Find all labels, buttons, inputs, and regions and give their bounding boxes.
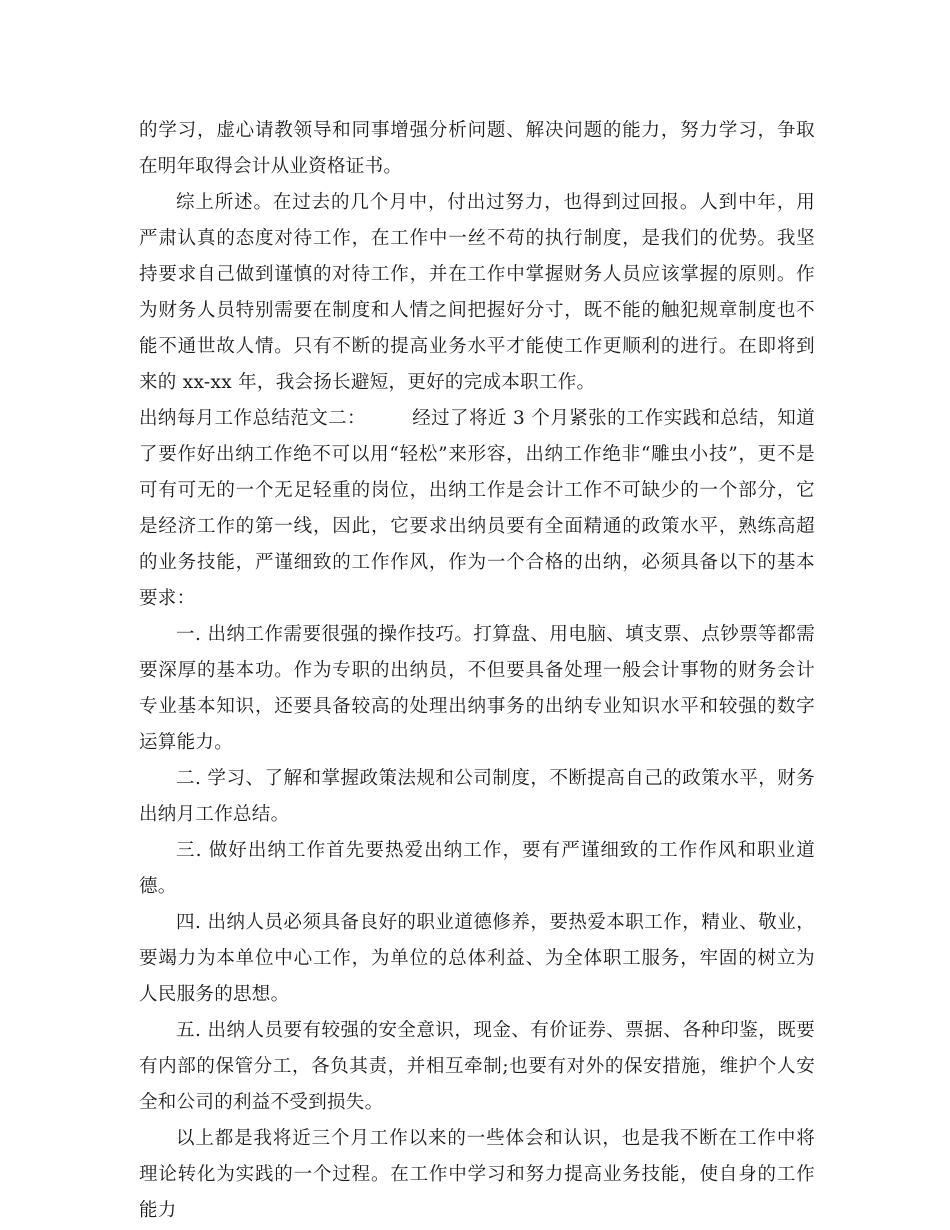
closing-paragraph: 以上都是我将近三个月工作以来的一些体会和认识，也是我不断在工作中将理论转化为实践的一个过程。在工作中学习和努力提高业务技能，使自身的工作能力: [139, 1128, 815, 1221]
point-two: 二. 学习、了解和掌握政策法规和公司制度，不断提高自己的政策水平，财务出纳月工作总结。: [139, 768, 815, 825]
point-five: 五. 出纳人员要有较强的安全意识，现金、有价证券、票据、各种印鉴，既要有内部的保管分工，各负其责，并相互牵制;也要有对外的保安措施，维护个人安全和公司的利益不受到损失。: [139, 1020, 815, 1113]
paragraph-summary: 综上所述。在过去的几个月中，付出过努力，也得到过回报。人到中年，用严肃认真的态度对待工作，在工作中一丝不苟的执行制度，是我们的优势。我坚持要求自己做到谨慎的对待工作，并在工作中掌握财务人员应该掌握的原则。作为财务人员特别需要在制度和人情之间把握好分寸，既不能的触犯规章制度也不能不通世故人情。只有不断的提高业务水平才能使工作更顺利的进行。在即将到来的 xx-xx 年，我会扬长避短，更好的完成本职工作。: [139, 192, 815, 393]
paragraph-continued-study: 的学习，虚心请教领导和同事增强分析问题、解决问题的能力，努力学习，争取在明年取得会计从业资格证书。: [139, 120, 815, 177]
point-one: 一. 出纳工作需要很强的操作技巧。打算盘、用电脑、填支票、点钞票等都需要深厚的基本功。作为专职的出纳员，不但要具备处理一般会计事物的财务会计专业基本知识，还要具备较高的处理出纳事务的出纳专业知识水平和较强的数字运算能力。: [139, 624, 815, 753]
section-two-intro: 经过了将近 3 个月紧张的工作实践和总结，知道了要作好出纳工作绝不可以用“轻松”来形容，出纳工作绝非“雕虫小技”，更不是可有可无的一个无足轻重的岗位，出纳工作是会计工作不可缺少的一个部分，它是经济工作的第一线，因此，它要求出纳员要有全面精通的政策水平，熟练高超的业务技能，严谨细致的工作作风，作为一个合格的出纳，必须具备以下的基本要求：: [139, 408, 815, 609]
section-two-heading: 出纳每月工作总结范文二：: [139, 408, 366, 429]
point-three: 三. 做好出纳工作首先要热爱出纳工作，要有严谨细致的工作作风和职业道德。: [139, 840, 815, 897]
point-four: 四. 出纳人员必须具备良好的职业道德修养，要热爱本职工作，精业、敬业，要竭力为本单位中心工作，为单位的总体利益、为全体职工服务，牢固的树立为人民服务的思想。: [139, 912, 815, 1005]
document-body: [139, 113, 815, 1229]
section-two-paragraph: [139, 401, 815, 617]
